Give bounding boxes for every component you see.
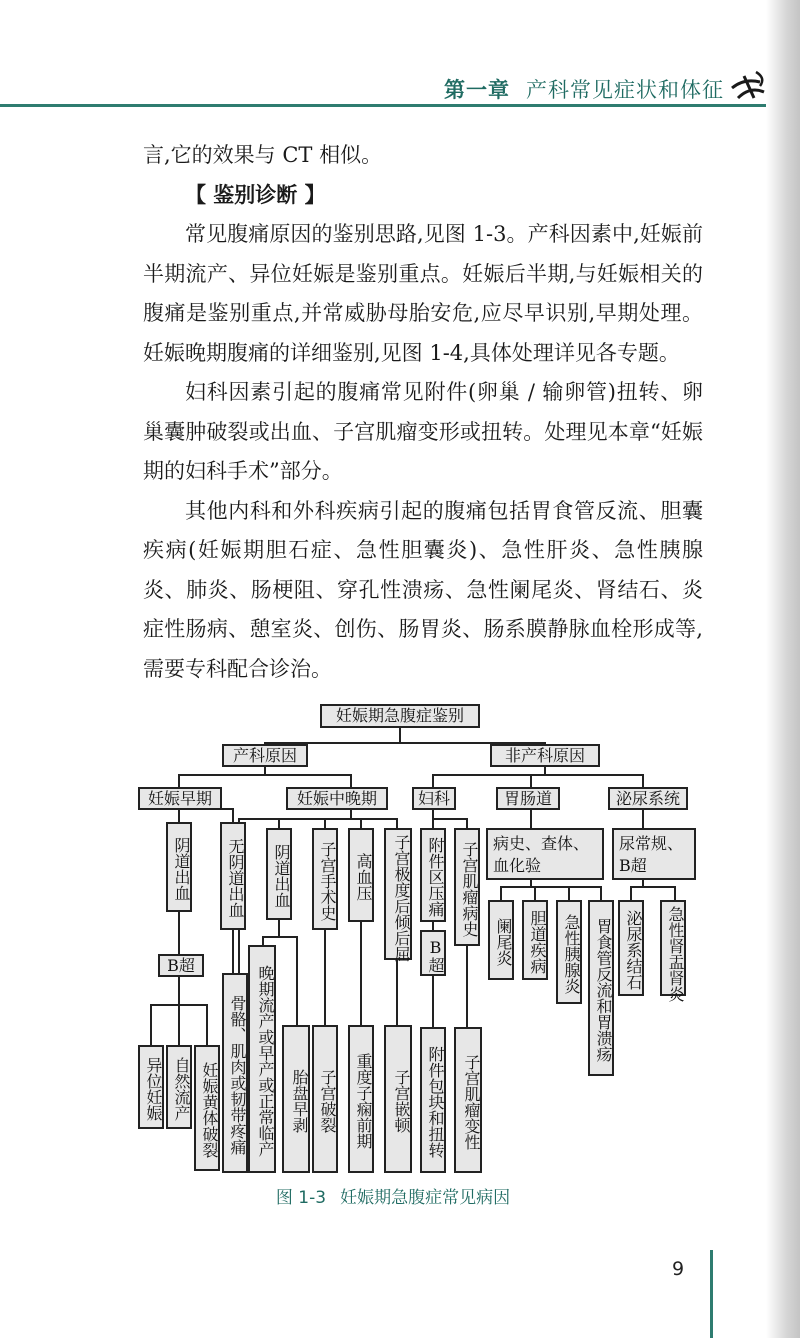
figure-label: 图 1-3 [275,1188,327,1208]
flow-node-late-bleeding: 阴道出血 [266,828,292,920]
flow-node-early: 妊娠早期 [138,787,222,810]
section-heading: 【 鉴别诊断 】 [185,182,326,207]
flow-node-gi-exam: 病史、查体、血化验 [486,828,604,880]
connector-line [324,930,326,1026]
flow-node-myoma-degeneration: 子宫肌瘤变性 [454,1027,482,1173]
body-text [143,136,703,689]
flow-node-hypertension: 高血压 [348,828,374,922]
flow-node-early-bleeding: 阴道出血 [166,822,192,912]
connector-line [432,818,434,828]
flow-node-uro-stone: 泌尿系结石 [618,900,644,996]
figure-title: 妊娠期急腹症常见病因 [340,1188,511,1208]
connector-line [178,976,180,1006]
flowchart-figure [136,698,696,1178]
connector-line [296,936,298,1026]
flow-node-uterine-surgery: 子宫手术史 [312,828,338,930]
connector-line [178,910,180,936]
page-number: 9 [672,1258,685,1280]
connector-line [674,886,676,900]
connector-line [530,774,532,788]
flow-node-gerd-ulcer: 胃食管反流和胃溃疡 [588,900,614,1076]
connector-line [150,1004,152,1046]
connector-line [396,818,398,828]
connector-line [178,774,352,776]
connector-line [178,808,180,822]
connector-line [262,936,298,938]
connector-line [360,922,362,1026]
connector-line [642,774,644,788]
connector-line [178,1004,180,1046]
paragraph: 其他内科和外科疾病引起的腹痛包括胃食管反流、胆囊疾病(妊娠期胆石症、急性胆囊炎)、急性肝炎、急性胰腺炎、肺炎、肠梗阻、穿孔性溃疡、急性阑尾炎、肾结石、炎症性肠病、憩室炎、创伤、肠胃炎、肠系膜静脉血栓形成等,需要专科配合诊治。 [143,498,703,681]
flow-node-uro-exam: 尿常规、B超 [612,828,696,880]
flow-node-corpus-luteum: 妊娠黄体破裂 [194,1045,220,1171]
connector-line [600,886,602,900]
flow-node-appendicitis: 阑尾炎 [488,900,514,980]
flow-node-gyn: 妇科 [412,787,456,810]
flow-node-adnexal-mass: 附件包块和扭转 [420,1027,446,1173]
connector-line [466,818,468,828]
connector-line [238,818,398,820]
connector-line [324,818,326,828]
flow-node-biliary: 胆道疾病 [522,900,548,980]
flow-node-myoma-history: 子宫肌瘤病史 [454,828,480,946]
flow-node-non-obstetric: 非产科原因 [490,744,600,767]
flow-node-incarceration: 子宫嵌顿 [384,1025,412,1173]
flow-node-gyn-b: B超 [420,930,446,976]
paragraph: 常见腹痛原因的鉴别思路,见图 1-3。产科因素中,妊娠前半期流产、异位妊娠是鉴别重点。妊娠后半期,与妊娠相关的腹痛是鉴别重点,并常威胁母胎安危,应尽早识别,早期处理。妊娠晚期腹痛的详细鉴别,见图 1-4,具体处理详见各专题。 [143,222,703,365]
page-edge-shadow [766,0,800,1338]
connector-line [432,818,468,820]
flow-node-uterine-rupture: 子宫破裂 [312,1025,338,1173]
flow-node-abruption: 胎盘早剥 [282,1025,310,1173]
connector-line [630,886,676,888]
flow-node-b-ultrasound: B超 [158,954,204,977]
paragraph: 妇科因素引起的腹痛常见附件(卵巢 / 输卵管)扭转、卵巢囊肿破裂或出血、子宫肌瘤变形或扭转。处理见本章“妊娠期的妇科手术”部分。 [143,380,703,483]
connector-line [544,766,546,774]
flow-node-ectopic: 异位妊娠 [138,1045,164,1129]
chapter-title: 产科常见症状和体征 [526,78,724,102]
connector-line [534,886,536,900]
connector-line [568,886,570,900]
connector-line [278,818,280,828]
connector-line [432,976,434,1028]
flow-node-pancreatitis: 急性胰腺炎 [556,900,582,1004]
connector-line [530,808,532,828]
header-rule [0,104,766,107]
flow-node-gi: 胃肠道 [496,787,560,810]
stylized-leaf-icon [730,68,768,104]
connector-line [630,886,632,900]
paragraph: 言,它的效果与 CT 相似。 [143,143,383,167]
flow-node-obstetric: 产科原因 [222,744,308,767]
flow-node-musculoskeletal: 骨骼、肌肉或韧带疼痛 [222,973,248,1173]
figure-caption [0,1183,800,1208]
connector-line [500,886,602,888]
connector-line [178,934,180,955]
connector-line [642,808,644,828]
chapter-label: 第一章 [444,78,510,102]
connector-line [178,774,180,788]
connector-line [232,808,234,822]
connector-line [350,774,352,788]
connector-line [500,886,502,900]
flow-node-severe-preeclampsia: 重度子痫前期 [348,1025,374,1173]
connector-line [360,818,362,828]
footer-rule [710,1250,713,1338]
connector-line [432,774,434,788]
flow-node-adnexal-tenderness: 附件区压痛 [420,828,446,922]
connector-line [432,774,644,776]
flow-node-root: 妊娠期急腹症鉴别 [320,704,480,728]
flow-node-mid-late: 妊娠中晚期 [286,787,388,810]
connector-line [206,1004,208,1046]
running-header [444,74,724,104]
connector-line [396,960,398,1026]
flow-node-uro: 泌尿系统 [608,787,688,810]
flow-node-retroverted: 子宫极度后倾后屈 [384,828,412,960]
flow-node-late-miscarriage: 晚期流产或早产或正常临产 [248,945,276,1173]
connector-line [466,946,468,1028]
connector-line [264,766,266,774]
flow-node-spontaneous-abortion: 自然流产 [166,1045,192,1129]
flow-node-pyelonephritis: 急性肾盂肾炎 [660,900,686,996]
flow-node-no-bleeding: 无阴道出血 [220,822,246,930]
